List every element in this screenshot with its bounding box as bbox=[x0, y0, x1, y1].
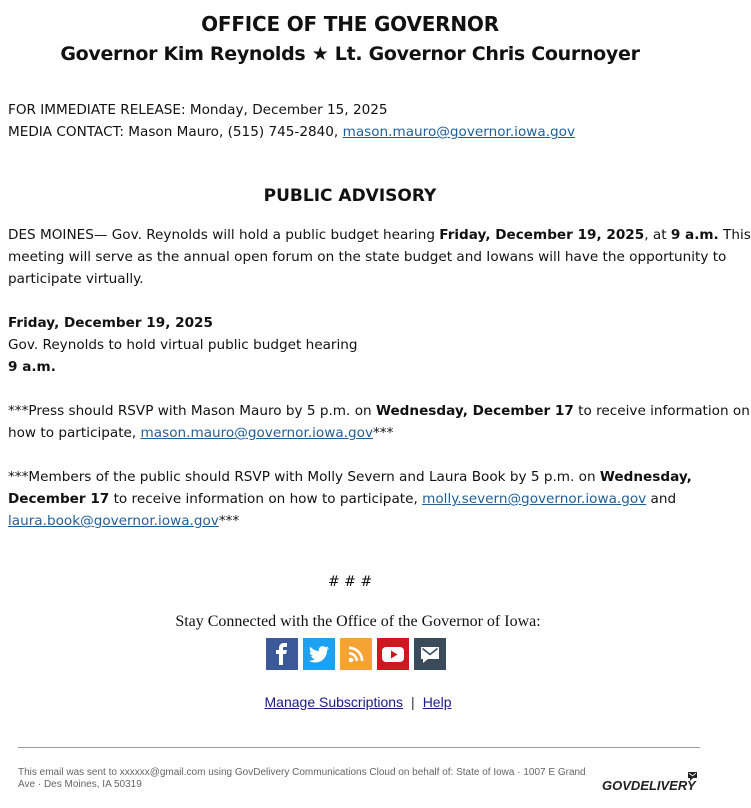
end-marks: # # # bbox=[327, 574, 373, 590]
molly-email-link[interactable]: molly.severn@governor.iowa.gov bbox=[422, 491, 647, 507]
email-icon[interactable] bbox=[414, 638, 446, 670]
twitter-icon[interactable] bbox=[303, 638, 335, 670]
text-run: , at bbox=[644, 227, 671, 243]
advisory-title: PUBLIC ADVISORY bbox=[263, 186, 437, 206]
release-date: FOR IMMEDIATE RELEASE: Monday, December 15, 2025 bbox=[8, 102, 388, 118]
text-run: *** bbox=[373, 425, 394, 441]
hearing-time-bold: 9 a.m. bbox=[670, 227, 719, 243]
event-date: Friday, December 19, 2025 bbox=[8, 315, 213, 331]
paragraph-line bbox=[8, 400, 750, 422]
paragraph-line: participate virtually. bbox=[8, 271, 144, 287]
text-run: and bbox=[646, 491, 677, 507]
rss-icon[interactable] bbox=[340, 638, 372, 670]
deadline-bold: Wednesday, December 17 bbox=[375, 403, 574, 419]
paragraph-line bbox=[8, 488, 692, 510]
media-contact-label: MEDIA CONTACT: Mason Mauro, (515) 745-2840, bbox=[8, 124, 343, 140]
paragraph-line bbox=[8, 466, 692, 488]
social-icons bbox=[266, 638, 446, 670]
text-run: *** bbox=[218, 513, 240, 529]
media-contact bbox=[8, 121, 575, 143]
paragraph-line bbox=[8, 422, 750, 444]
subscription-links bbox=[0, 694, 716, 710]
advisory-paragraph bbox=[0, 224, 751, 290]
hearing-date-bold: Friday, December 19, 2025 bbox=[439, 227, 645, 243]
youtube-icon[interactable] bbox=[377, 638, 409, 670]
text-run: to receive information on bbox=[573, 403, 750, 419]
manage-subscriptions-link[interactable]: Manage Subscriptions bbox=[264, 694, 404, 710]
event-time: 9 a.m. bbox=[8, 359, 56, 375]
media-contact-email-link[interactable]: mason.mauro@governor.iowa.gov bbox=[342, 124, 576, 140]
facebook-icon[interactable] bbox=[266, 638, 298, 670]
event-details bbox=[0, 312, 358, 378]
link-separator: | bbox=[411, 694, 415, 710]
public-rsvp bbox=[0, 466, 692, 532]
release-info bbox=[0, 99, 575, 143]
footer-notice: This email was sent to xxxxxx@gmail.com using GovDelivery Communications Cloud on behalf of: State of Iowa · 1007 E Grand Ave · Des Moines, IA 50319 bbox=[18, 767, 586, 790]
govdelivery-logo-text: GOVDELIVERY bbox=[602, 778, 696, 793]
laura-email-link[interactable]: laura.book@governor.iowa.gov bbox=[8, 513, 219, 529]
text-run: to receive information on how to participate, bbox=[109, 491, 423, 507]
text-run: how to participate, bbox=[8, 425, 141, 441]
text-run: This bbox=[718, 227, 751, 243]
help-link[interactable]: Help bbox=[422, 694, 452, 710]
paragraph-line bbox=[8, 224, 751, 246]
event-description: Gov. Reynolds to hold virtual public budget hearing bbox=[8, 337, 358, 353]
header bbox=[0, 0, 700, 68]
text-run: ***Members of the public should RSVP with Molly Severn and Laura Book by 5 p.m. on bbox=[8, 469, 600, 485]
press-email-link[interactable]: mason.mauro@governor.iowa.gov bbox=[140, 425, 373, 441]
paragraph-line bbox=[8, 510, 692, 532]
deadline-bold: December 17 bbox=[8, 491, 110, 507]
text-run: ***Press should RSVP with Mason Mauro by 5 p.m. on bbox=[8, 403, 376, 419]
footer-divider bbox=[18, 747, 700, 748]
stay-connected-text: Stay Connected with the Office of the Governor of Iowa: bbox=[175, 613, 541, 630]
text-run: DES MOINES— Gov. Reynolds will hold a public budget hearing bbox=[8, 227, 440, 243]
governors-line: Governor Kim Reynolds ★ Lt. Governor Chris Cournoyer bbox=[60, 43, 640, 65]
deadline-bold: Wednesday, bbox=[599, 469, 692, 485]
paragraph-line: meeting will serve as the annual open forum on the state budget and Iowans will have the opportunity to bbox=[8, 249, 727, 265]
office-title: OFFICE OF THE GOVERNOR bbox=[201, 12, 499, 36]
govdelivery-logo bbox=[602, 770, 698, 794]
press-rsvp bbox=[0, 400, 750, 444]
